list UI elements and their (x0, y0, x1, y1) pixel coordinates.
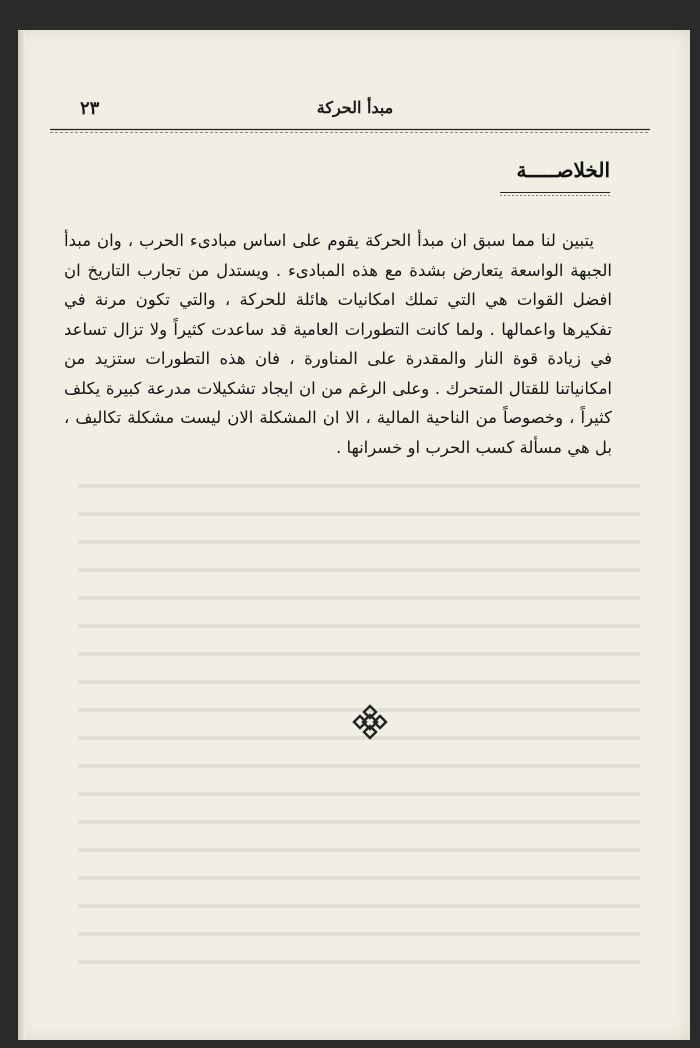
page-number: ٢٣ (80, 98, 100, 119)
section-heading: الخلاصـــــة (516, 158, 610, 182)
body-text (64, 226, 612, 462)
page-edge (18, 30, 26, 1040)
ornament-icon (350, 702, 390, 742)
section-heading-block (430, 158, 610, 201)
page-title: مبدأ الحركة (316, 98, 394, 117)
body-paragraph: يتبين لنا مما سبق ان مبدأ الحركة يقوم على اساس مبادىء الحرب ، وان مبدأ الجبهة الواسعة يتعارض بشدة مع هذه المبادىء . ويستدل من تجارب التاريخ ان افضل القوات هي التي تملك امكانيات هائلة للحركة ، والتي تكون مرنة في تفكيرها واعمالها . ولما كانت التطورات العامية قد ساعدت كثيراً ولا تزال تساعد في زيادة قوة النار والمقدرة على المناورة ، فان هذه التطورات ستزيد من امكانياتنا للقتال المتحرك . وعلى الرغم من ان ايجاد تشكيلات مدرعة كبيرة يكلف كثيراً ، وخصوصاً من الناحية المالية ، الا ان المشكلة الان ليست مشكلة تكاليف ، بل هي مسألة كسب الحرب او خسرانها . (64, 231, 612, 457)
page-header (60, 98, 650, 126)
heading-underline (430, 191, 610, 197)
header-rule (50, 128, 650, 134)
